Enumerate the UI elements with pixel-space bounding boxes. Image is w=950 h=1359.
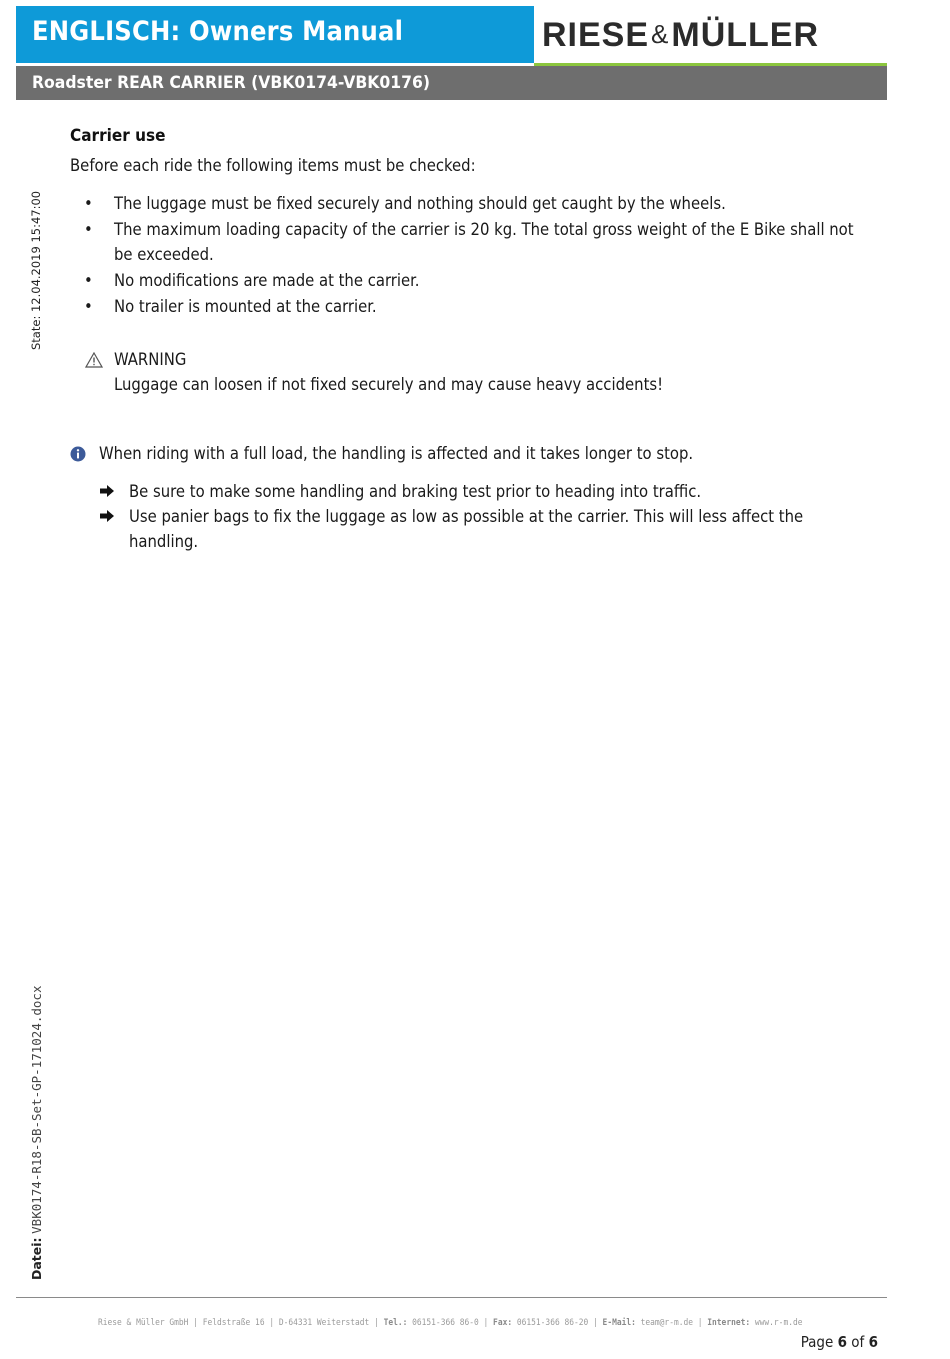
page-current: 6 xyxy=(837,1333,847,1351)
page-total: 6 xyxy=(868,1333,878,1351)
footer-divider xyxy=(16,1297,887,1298)
warning-triangle-icon xyxy=(85,352,103,368)
footer-email: team@r-m.de | xyxy=(640,1318,703,1328)
arrow-right-icon xyxy=(99,509,115,523)
brand-logo xyxy=(542,16,819,55)
warning-title: WARNING xyxy=(114,350,187,369)
footer-fax-label: Fax: xyxy=(493,1318,513,1328)
footer-email-label: E-Mail: xyxy=(602,1318,636,1328)
footer-address xyxy=(98,1318,803,1328)
logo-word-right: MÜLLER xyxy=(671,16,820,54)
list-item xyxy=(70,217,870,267)
info-circle-icon xyxy=(70,446,86,462)
list-item-text: The maximum loading capacity of the carrier is 20 kg. The total gross weight of the E Bike shall not be exceeded. xyxy=(114,220,854,264)
logo-word-left: RIESE xyxy=(542,16,650,54)
bullet-icon: • xyxy=(84,297,93,316)
page-of: of xyxy=(851,1333,865,1351)
footer-fax: 06151-366 86-20 | xyxy=(516,1318,598,1328)
list-item-text: No trailer is mounted at the carrier. xyxy=(114,297,377,316)
section-title: Carrier use xyxy=(70,126,166,146)
arrow-right-icon xyxy=(99,484,115,498)
action-item xyxy=(99,504,839,554)
checklist xyxy=(70,191,870,320)
page-number xyxy=(801,1333,878,1351)
document-subtitle: Roadster REAR CARRIER (VBK0174-VBK0176) xyxy=(32,73,431,93)
action-item-text: Use panier bags to fix the luggage as low as possible at the carrier. This will less affect the handling. xyxy=(129,507,804,551)
page-word: Page xyxy=(800,1333,834,1351)
footer-web-label: Internet: xyxy=(707,1318,751,1328)
file-label: Datei: xyxy=(29,1237,44,1280)
list-item xyxy=(70,294,870,319)
file-value: VBK0174-R18-SB-Set-GP-171024.docx xyxy=(29,985,44,1234)
warning-text: Luggage can loosen if not fixed securely and may cause heavy accidents! xyxy=(114,375,664,394)
list-item xyxy=(70,191,870,216)
list-item xyxy=(70,268,870,293)
action-list xyxy=(99,479,839,554)
list-item-text: No modifications are made at the carrier. xyxy=(114,271,420,290)
action-item-text: Be sure to make some handling and braking test prior to heading into traffic. xyxy=(129,482,702,501)
side-file-name xyxy=(29,986,44,1281)
side-state-stamp: State: 12.04.2019 15:47:00 xyxy=(29,190,43,350)
footer-company: Riese & Müller GmbH | Feldstraße 16 | D-64331 Weiterstadt | xyxy=(98,1318,379,1328)
document-title: ENGLISCH: Owners Manual xyxy=(32,16,404,47)
footer-tel: 06151-366 86-0 | xyxy=(412,1318,489,1328)
list-item-text: The luggage must be fixed securely and nothing should get caught by the wheels. xyxy=(114,194,726,213)
bullet-icon: • xyxy=(84,220,93,239)
intro-text: Before each ride the following items must be checked: xyxy=(70,156,476,175)
bullet-icon: • xyxy=(84,271,93,290)
logo-ampersand: & xyxy=(651,19,670,49)
footer-tel-label: Tel.: xyxy=(383,1318,408,1328)
info-text: When riding with a full load, the handling is affected and it takes longer to stop. xyxy=(99,444,694,463)
footer-web: www.r-m.de xyxy=(754,1318,803,1328)
action-item xyxy=(99,479,839,504)
bullet-icon: • xyxy=(84,194,93,213)
